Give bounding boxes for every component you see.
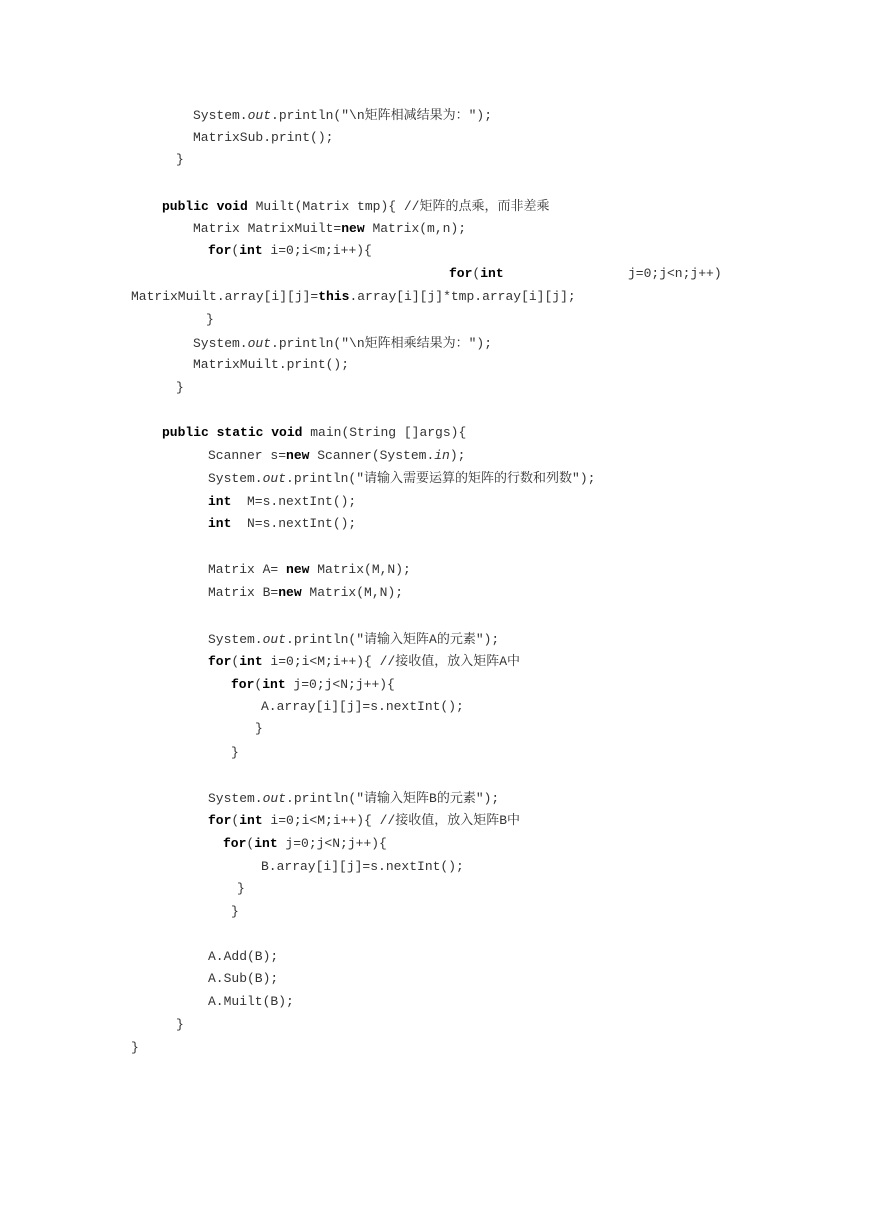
code-line bbox=[231, 745, 239, 761]
code-line bbox=[208, 949, 278, 965]
code-token: out bbox=[247, 336, 272, 351]
code-token: out bbox=[247, 108, 272, 123]
code-token: } bbox=[231, 745, 239, 760]
code-token: main(String []args){ bbox=[302, 425, 467, 440]
code-line bbox=[162, 425, 466, 441]
code-token: A.Muilt(B); bbox=[208, 994, 294, 1009]
code-line bbox=[193, 357, 349, 373]
code-keyword: int bbox=[254, 836, 278, 851]
code-token: } bbox=[231, 904, 239, 919]
code-line bbox=[449, 266, 504, 282]
code-keyword: int bbox=[262, 677, 286, 692]
code-token: .println("\n矩阵相减结果为："); bbox=[271, 108, 493, 123]
code-line bbox=[261, 699, 464, 715]
code-line bbox=[208, 813, 520, 829]
code-token: A.Sub(B); bbox=[208, 971, 279, 986]
code-line bbox=[231, 904, 239, 920]
code-token: A.array[i][j]=s.nextInt(); bbox=[261, 699, 464, 714]
code-line bbox=[208, 654, 520, 670]
code-keyword: new bbox=[286, 448, 310, 463]
code-token: .println("\n矩阵相乘结果为："); bbox=[271, 336, 493, 351]
code-line bbox=[131, 289, 576, 305]
code-token: out bbox=[262, 791, 287, 806]
code-token: System. bbox=[193, 336, 248, 351]
code-line bbox=[255, 721, 263, 737]
code-line bbox=[193, 221, 466, 237]
code-keyword: int bbox=[239, 243, 263, 258]
code-line bbox=[208, 562, 411, 578]
code-token: B.array[i][j]=s.nextInt(); bbox=[261, 859, 464, 874]
code-token: MatrixMuilt.print(); bbox=[193, 357, 350, 372]
code-token: } bbox=[255, 721, 263, 736]
code-line bbox=[208, 971, 278, 987]
code-token: j=0;j<N;j++){ bbox=[285, 677, 395, 692]
code-line bbox=[208, 448, 465, 464]
code-token: ( bbox=[231, 243, 240, 258]
code-keyword: new bbox=[286, 562, 310, 577]
code-token: out bbox=[262, 632, 287, 647]
code-token: Matrix(M,N); bbox=[309, 562, 411, 577]
code-line bbox=[176, 152, 184, 168]
code-token: Matrix(m,n); bbox=[364, 221, 467, 236]
code-line bbox=[208, 994, 294, 1010]
code-token: } bbox=[176, 380, 184, 395]
code-keyword: int bbox=[208, 516, 232, 531]
code-token: System. bbox=[193, 108, 248, 123]
code-token: Matrix B= bbox=[208, 585, 279, 600]
code-line bbox=[206, 312, 214, 328]
code-token: i=0;i<M;i++){ //接收值，放入矩阵B中 bbox=[262, 813, 521, 828]
code-token: .println("请输入矩阵B的元素"); bbox=[286, 791, 500, 806]
code-line bbox=[193, 130, 333, 146]
code-keyword: int bbox=[480, 266, 504, 281]
code-line bbox=[176, 380, 184, 396]
code-line bbox=[208, 471, 595, 487]
code-keyword: public static void bbox=[162, 425, 303, 440]
code-keyword: int bbox=[208, 494, 232, 509]
code-token: i=0;i<M;i++){ //接收值，放入矩阵A中 bbox=[262, 654, 521, 669]
code-token: } bbox=[206, 312, 214, 327]
code-keyword: for bbox=[449, 266, 473, 281]
code-token: MatrixSub.print(); bbox=[193, 130, 334, 145]
code-line bbox=[208, 243, 372, 259]
code-token: .array[i][j]*tmp.array[i][j]; bbox=[349, 289, 576, 304]
code-token: System. bbox=[208, 471, 263, 486]
code-token: .println("请输入需要运算的矩阵的行数和列数"); bbox=[286, 471, 596, 486]
code-line bbox=[131, 1040, 139, 1056]
code-token: Matrix MatrixMuilt= bbox=[193, 221, 342, 236]
code-token: j=0;j<N;j++){ bbox=[277, 836, 387, 851]
code-line bbox=[193, 336, 492, 352]
code-line bbox=[223, 836, 387, 852]
code-line bbox=[208, 494, 356, 510]
code-keyword: int bbox=[239, 654, 263, 669]
code-line bbox=[261, 859, 464, 875]
code-token: Matrix A= bbox=[208, 562, 287, 577]
code-token: j=0;j<n;j++) bbox=[628, 266, 722, 281]
code-keyword: for bbox=[208, 243, 232, 258]
code-token: i=0;i<m;i++){ bbox=[262, 243, 372, 258]
code-token: N=s.nextInt(); bbox=[231, 516, 357, 531]
code-token: Muilt(Matrix tmp){ //矩阵的点乘，而非差乘 bbox=[247, 199, 550, 214]
code-token: .println("请输入矩阵A的元素"); bbox=[286, 632, 500, 647]
code-keyword: this bbox=[318, 289, 350, 304]
code-keyword: public void bbox=[162, 199, 248, 214]
code-keyword: new bbox=[341, 221, 365, 236]
code-keyword: for bbox=[208, 813, 232, 828]
code-token: ( bbox=[246, 836, 255, 851]
code-keyword: new bbox=[278, 585, 302, 600]
code-keyword: int bbox=[239, 813, 263, 828]
code-keyword: for bbox=[208, 654, 232, 669]
code-keyword: for bbox=[231, 677, 255, 692]
code-token: Scanner(System. bbox=[309, 448, 435, 463]
code-token: out bbox=[262, 471, 287, 486]
code-line bbox=[208, 791, 499, 807]
code-token: ( bbox=[472, 266, 481, 281]
code-token: } bbox=[176, 152, 184, 167]
code-token: Matrix(M,N); bbox=[301, 585, 404, 600]
code-token: ); bbox=[449, 448, 466, 463]
code-token: ( bbox=[231, 654, 240, 669]
code-token: } bbox=[131, 1040, 139, 1055]
code-line bbox=[208, 632, 499, 648]
code-token: } bbox=[176, 1017, 184, 1032]
code-token: in bbox=[434, 448, 450, 463]
code-token: } bbox=[237, 881, 245, 896]
code-token: Scanner s= bbox=[208, 448, 287, 463]
code-token: ( bbox=[231, 813, 240, 828]
code-token: MatrixMuilt.array[i][j]= bbox=[131, 289, 319, 304]
code-token: A.Add(B); bbox=[208, 949, 279, 964]
code-token: System. bbox=[208, 791, 263, 806]
code-line bbox=[208, 585, 403, 601]
code-token: System. bbox=[208, 632, 263, 647]
code-line bbox=[628, 266, 722, 282]
code-keyword: for bbox=[223, 836, 247, 851]
code-line bbox=[237, 881, 245, 897]
code-line bbox=[162, 199, 549, 215]
code-token: ( bbox=[254, 677, 263, 692]
code-line bbox=[176, 1017, 184, 1033]
code-line bbox=[193, 108, 492, 124]
code-token: M=s.nextInt(); bbox=[231, 494, 357, 509]
code-line bbox=[231, 677, 395, 693]
code-line bbox=[208, 516, 356, 532]
